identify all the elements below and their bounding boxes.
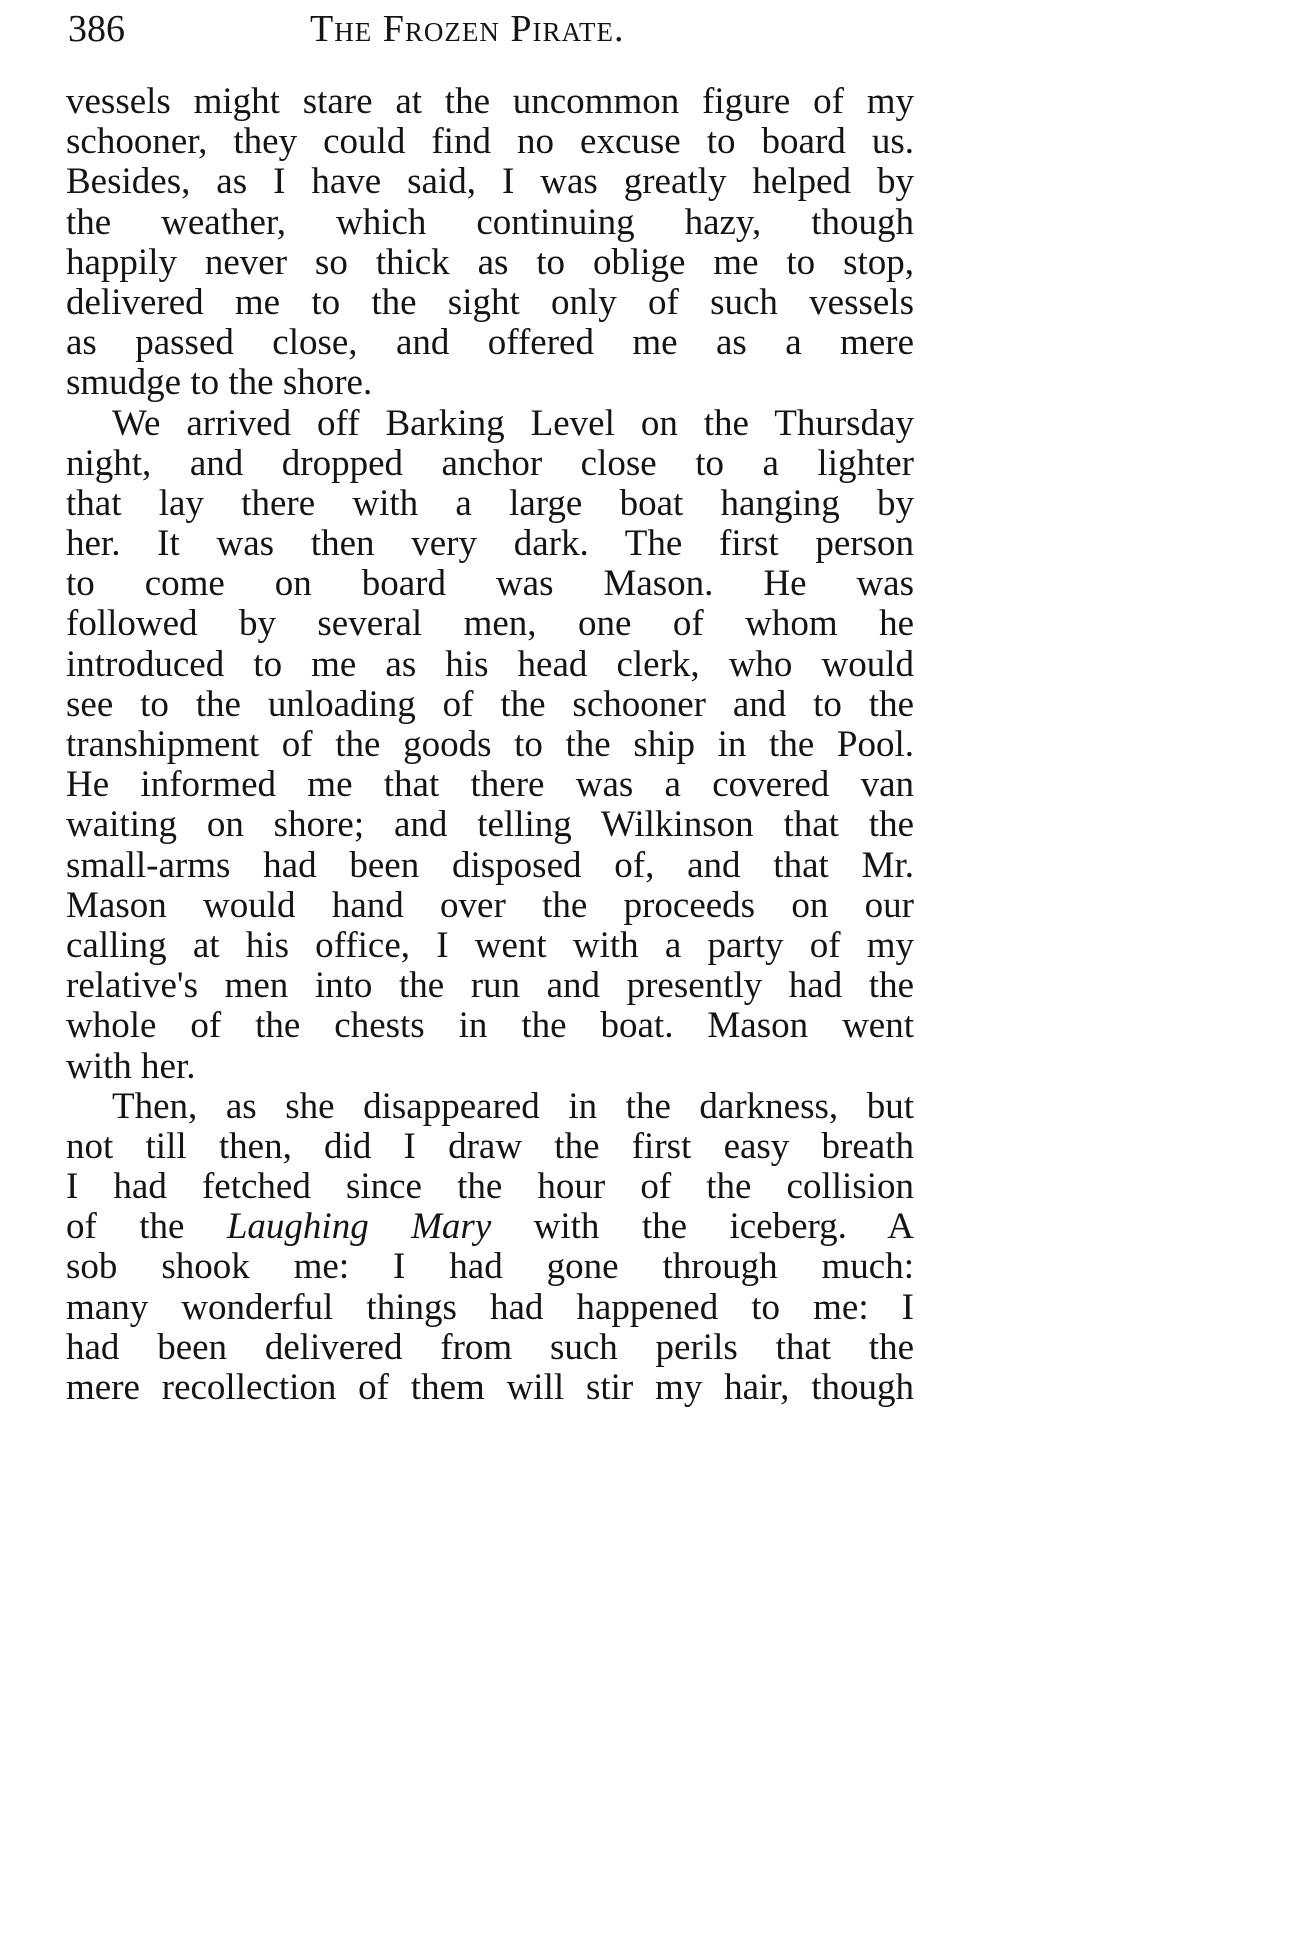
text-line: smudge to the shore. [66, 362, 373, 404]
text-line: small-arms had been disposed of, and that Mr. [66, 844, 914, 886]
text-line: whole of the chests in the boat. Mason went [66, 1005, 914, 1047]
text-line: Then, as she disappeared in the darkness, but [112, 1085, 914, 1127]
text-line: had been delivered from such perils that the [66, 1326, 914, 1368]
text-line: that lay there with a large boat hanging by [66, 482, 914, 524]
text-line: followed by several men, one of whom he [66, 603, 914, 645]
text-line: schooner, they could find no excuse to board us. [66, 121, 914, 163]
text-line: many wonderful things had happened to me: I [66, 1286, 914, 1328]
text-line: her. It was then very dark. The first person [66, 523, 914, 565]
text-line: relative's men into the run and presently had the [66, 965, 914, 1007]
text-line: We arrived off Barking Level on the Thursday [112, 402, 914, 444]
text-line: with her. [66, 1045, 196, 1087]
text-line: see to the unloading of the schooner and to the [66, 683, 914, 725]
text-line: vessels might stare at the uncommon figure of my [66, 81, 914, 122]
text-line: sob shook me: I had gone through much: [66, 1246, 914, 1288]
running-title: The Frozen Pirate. [310, 8, 625, 50]
body-text [66, 82, 914, 1408]
page-header [68, 4, 948, 54]
text-line: calling at his office, I went with a party of my [66, 924, 914, 966]
text-line: night, and dropped anchor close to a lighter [66, 442, 914, 484]
text-line: He informed me that there was a covered van [66, 764, 914, 806]
text-line: mere recollection of them will stir my hair, though [66, 1367, 914, 1408]
text-line: delivered me to the sight only of such vessels [66, 281, 914, 323]
text-line: Mason would hand over the proceeds on our [66, 884, 914, 926]
text-line: introduced to me as his head clerk, who would [66, 643, 914, 685]
text-line: not till then, did I draw the first easy breath [66, 1125, 914, 1167]
text-line: to come on board was Mason. He was [66, 563, 914, 605]
text-line: the weather, which continuing hazy, though [66, 201, 914, 243]
ship-name: Laughing Mary [226, 1206, 492, 1248]
text-line: waiting on shore; and telling Wilkinson that the [66, 804, 914, 846]
text-line [66, 1207, 914, 1247]
text-line-segment: with the iceberg. A [491, 1206, 914, 1248]
text-line: Besides, as I have said, I was greatly helped by [66, 161, 914, 203]
text-line-segment: of the [66, 1206, 227, 1248]
page-number: 386 [68, 8, 125, 50]
text-line: transhipment of the goods to the ship in the Pool. [66, 724, 914, 765]
text-line: I had fetched since the hour of the collision [66, 1166, 914, 1208]
text-line: as passed close, and offered me as a mere [66, 322, 914, 364]
text-line: happily never so thick as to oblige me to stop, [66, 241, 914, 283]
